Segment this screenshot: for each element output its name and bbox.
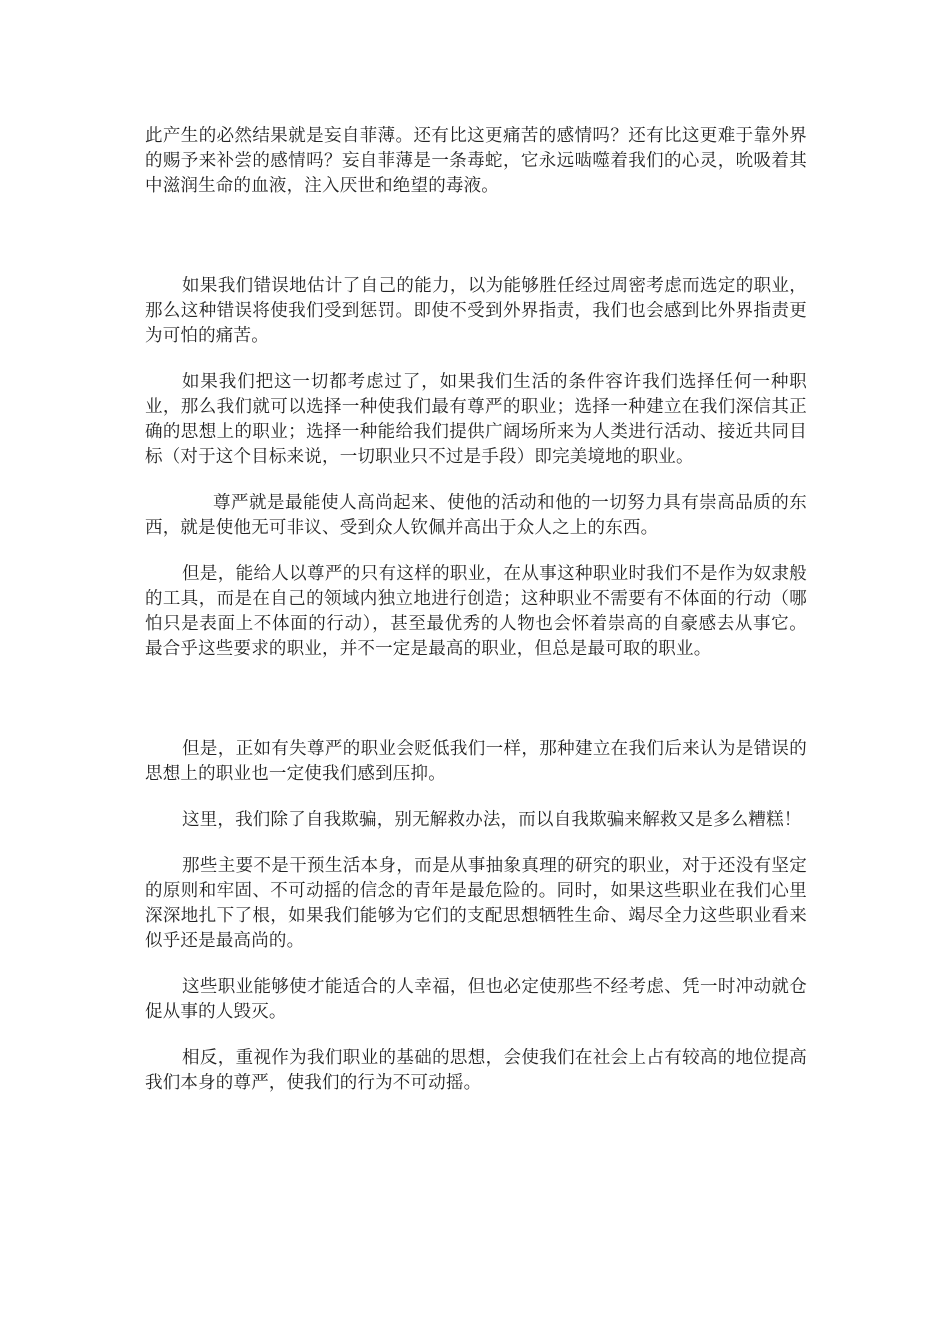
paragraph-5: 但是，能给人以尊严的只有这样的职业，在从事这种职业时我们不是作为奴隶般的工具，而是在自己的领域内独立地进行创造；这种职业不需要有不体面的行动（哪怕只是表面上不体面的行动），甚至最优秀的人物也会怀着崇高的自豪感去从事它。最合乎这些要求的职业，并不一定是最高的职业，但总是最可取的职业。 <box>145 564 807 659</box>
paragraph-9: 这些职业能够使才能适合的人幸福，但也必定使那些不经考虑、凭一时冲动就仓促从事的人毁灭。 <box>145 977 807 1022</box>
document-page <box>145 124 807 1096</box>
paragraph-2: 如果我们错误地估计了自己的能力，以为能够胜任经过周密考虑而选定的职业，那么这种错误将使我们受到惩罚。即使不受到外界指责，我们也会感到比外界指责更为可怕的痛苦。 <box>145 276 807 346</box>
paragraph-4: 尊严就是最能使人高尚起来、使他的活动和他的一切努力具有崇高品质的东西，就是使他无可非议、受到众人钦佩并高出于众人之上的东西。 <box>145 493 807 538</box>
paragraph-6: 但是，正如有失尊严的职业会贬低我们一样，那种建立在我们后来认为是错误的思想上的职业也一定使我们感到压抑。 <box>145 739 807 784</box>
paragraph-3: 如果我们把这一切都考虑过了，如果我们生活的条件容许我们选择任何一种职业，那么我们就可以选择一种使我们最有尊严的职业；选择一种建立在我们深信其正确的思想上的职业；选择一种能给我们提供广阔场所来为人类进行活动、接近共同目标（对于这个目标来说，一切职业只不过是手段）即完美境地的职业。 <box>145 372 807 467</box>
paragraph-10: 相反，重视作为我们职业的基础的思想，会使我们在社会上占有较高的地位提高我们本身的尊严，使我们的行为不可动摇。 <box>145 1048 807 1093</box>
paragraph-7: 这里，我们除了自我欺骗，别无解救办法，而以自我欺骗来解救又是多么糟糕！ <box>182 810 802 830</box>
paragraph-1: 此产生的必然结果就是妄自菲薄。还有比这更痛苦的感情吗？还有比这更难于靠外界的赐予来补尝的感情吗？妄自菲薄是一条毒蛇，它永远啮噬着我们的心灵，吮吸着其中滋润生命的血液，注入厌世和绝望的毒液。 <box>145 126 807 196</box>
paragraph-8: 那些主要不是干预生活本身，而是从事抽象真理的研究的职业，对于还没有坚定的原则和牢固、不可动摇的信念的青年是最危险的。同时，如果这些职业在我们心里深深地扎下了根，如果我们能够为它们的支配思想牺牲生命、竭尽全力这些职业看来似乎还是最高尚的。 <box>145 856 807 951</box>
